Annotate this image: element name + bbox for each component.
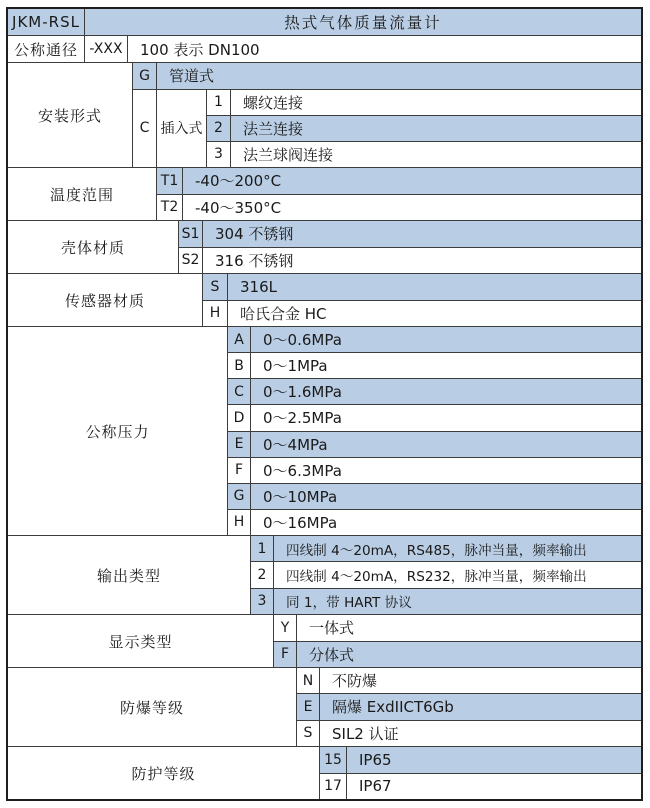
explosion-proof-grade-label: 防爆等级 (8, 668, 297, 746)
protection-grade-label: 防护等级 (8, 747, 320, 799)
option-value: 四线制 4～20mA，RS485，脉冲当量，频率输出 (274, 536, 641, 561)
model-code-cell: JKM-RSL (8, 9, 85, 35)
housing-material-label: 壳体材质 (8, 221, 179, 273)
option-value: 0～6.3MPa (263, 461, 342, 480)
option-code: S (203, 274, 228, 300)
option-code: 3 (207, 142, 231, 167)
option-code: 3 (251, 589, 274, 614)
option-code: 1 (207, 90, 231, 115)
section-housing-material (8, 221, 641, 274)
section-explosion-proof-grade (8, 668, 641, 747)
option-code: G (133, 63, 157, 89)
option-code: T1 (157, 168, 183, 194)
option-code: D (228, 405, 251, 430)
option-row (228, 353, 641, 379)
temperature-range-options (157, 168, 641, 220)
option-code: 17 (320, 774, 347, 800)
insertion-type-group (133, 90, 641, 167)
section-nominal-diameter (8, 36, 641, 63)
installation-type-options (133, 63, 641, 167)
option-value: 四线制 4～20mA，RS232，脉冲当量，频率输出 (286, 568, 587, 585)
option-value: 法兰球阀连接 (243, 145, 334, 164)
option-row (179, 248, 641, 274)
nominal-diameter-label: 公称通径 (8, 36, 85, 62)
option-code: 1 (251, 536, 274, 561)
option-code: C (228, 379, 251, 404)
option-value: 0～1.6MPa (251, 379, 641, 404)
nominal-diameter-options (85, 36, 641, 62)
option-code: Y (274, 615, 297, 641)
nominal-pressure-options (228, 327, 641, 535)
installation-type-label: 安装形式 (8, 63, 133, 167)
option-code: F (274, 642, 297, 668)
nominal-pressure-label: 公称压力 (8, 327, 228, 535)
section-installation-type (8, 63, 641, 168)
option-code: C (133, 90, 157, 167)
option-value: 304 不锈钢 (203, 221, 641, 247)
option-code: H (228, 510, 251, 535)
option-value: 316 不锈钢 (215, 251, 294, 270)
option-row (207, 116, 641, 142)
option-code: T2 (157, 195, 183, 221)
option-code: 2 (251, 562, 274, 587)
option-row (228, 327, 641, 353)
option-value: 0～16MPa (263, 513, 338, 532)
output-type-options (251, 536, 641, 614)
explosion-proof-grade-options (297, 668, 641, 746)
option-code: E (297, 694, 320, 719)
option-code: -XXX (85, 36, 128, 62)
option-row (320, 747, 641, 774)
option-value: IP67 (359, 777, 392, 796)
option-value: -40～350°C (195, 198, 282, 217)
option-code: S1 (179, 221, 203, 247)
option-code: 2 (207, 116, 231, 141)
option-row (133, 63, 641, 90)
option-row (207, 90, 641, 116)
option-value: 0～10MPa (251, 484, 641, 509)
table-title: 热式气体质量流量计 (85, 9, 641, 35)
option-code: A (228, 327, 251, 352)
option-value: 316L (228, 274, 641, 300)
housing-material-options (179, 221, 641, 273)
display-type-label: 显示类型 (8, 615, 274, 667)
section-protection-grade (8, 747, 641, 799)
option-value: 哈氏合金 HC (240, 304, 327, 323)
option-code: B (228, 353, 251, 378)
section-nominal-pressure (8, 327, 641, 536)
option-code: E (228, 432, 251, 457)
section-output-type (8, 536, 641, 615)
option-code: H (203, 301, 228, 327)
option-code: S2 (179, 248, 203, 274)
option-row (228, 484, 641, 510)
option-row (297, 694, 641, 720)
section-temperature-range (8, 168, 641, 221)
option-row (251, 562, 641, 588)
option-row (207, 142, 641, 167)
option-row (203, 274, 641, 301)
section-sensor-material (8, 274, 641, 327)
option-value: 0～2.5MPa (263, 409, 342, 428)
display-type-options (274, 615, 641, 667)
option-value: 0～4MPa (251, 432, 641, 457)
insertion-sub-options (207, 90, 641, 167)
option-row (297, 721, 641, 746)
option-row (203, 301, 641, 327)
option-code: N (297, 668, 320, 693)
model-selection-spec-table (6, 7, 643, 801)
option-row (157, 168, 641, 195)
option-row (251, 536, 641, 562)
protection-grade-options (320, 747, 641, 799)
option-value: 0～1MPa (263, 357, 328, 376)
option-code: S (297, 721, 320, 746)
option-row (274, 642, 641, 668)
option-value: 法兰连接 (231, 116, 641, 141)
sensor-material-options (203, 274, 641, 326)
option-row (179, 221, 641, 248)
option-value: 0～0.6MPa (251, 327, 641, 352)
option-value: 一体式 (309, 619, 355, 638)
option-code: F (228, 458, 251, 483)
option-row (228, 379, 641, 405)
option-value: 分体式 (297, 642, 641, 668)
option-row (251, 589, 641, 614)
sensor-material-label: 传感器材质 (8, 274, 203, 326)
output-type-label: 输出类型 (8, 536, 251, 614)
option-row (85, 36, 641, 62)
option-row (228, 458, 641, 484)
option-value: IP65 (347, 747, 641, 773)
option-row (320, 774, 641, 800)
option-row (274, 615, 641, 642)
temperature-range-label: 温度范围 (8, 168, 157, 220)
option-row (228, 405, 641, 431)
option-value: 隔爆 ExdIICT6Gb (320, 694, 641, 719)
option-value: 100 表示 DN100 (140, 40, 260, 59)
option-value: 不防爆 (332, 672, 378, 691)
option-code: 15 (320, 747, 347, 773)
option-row (228, 432, 641, 458)
insertion-type-label: 插入式 (157, 90, 207, 167)
option-row (297, 668, 641, 694)
option-value: 螺纹连接 (243, 93, 304, 112)
option-value: 同 1，带 HART 协议 (274, 589, 641, 614)
option-value: -40～200°C (183, 168, 641, 194)
section-header (8, 9, 641, 36)
option-value: SIL2 认证 (332, 724, 399, 743)
option-row (157, 195, 641, 221)
option-row (228, 510, 641, 535)
option-code: G (228, 484, 251, 509)
option-value: 管道式 (157, 63, 641, 89)
section-display-type (8, 615, 641, 668)
